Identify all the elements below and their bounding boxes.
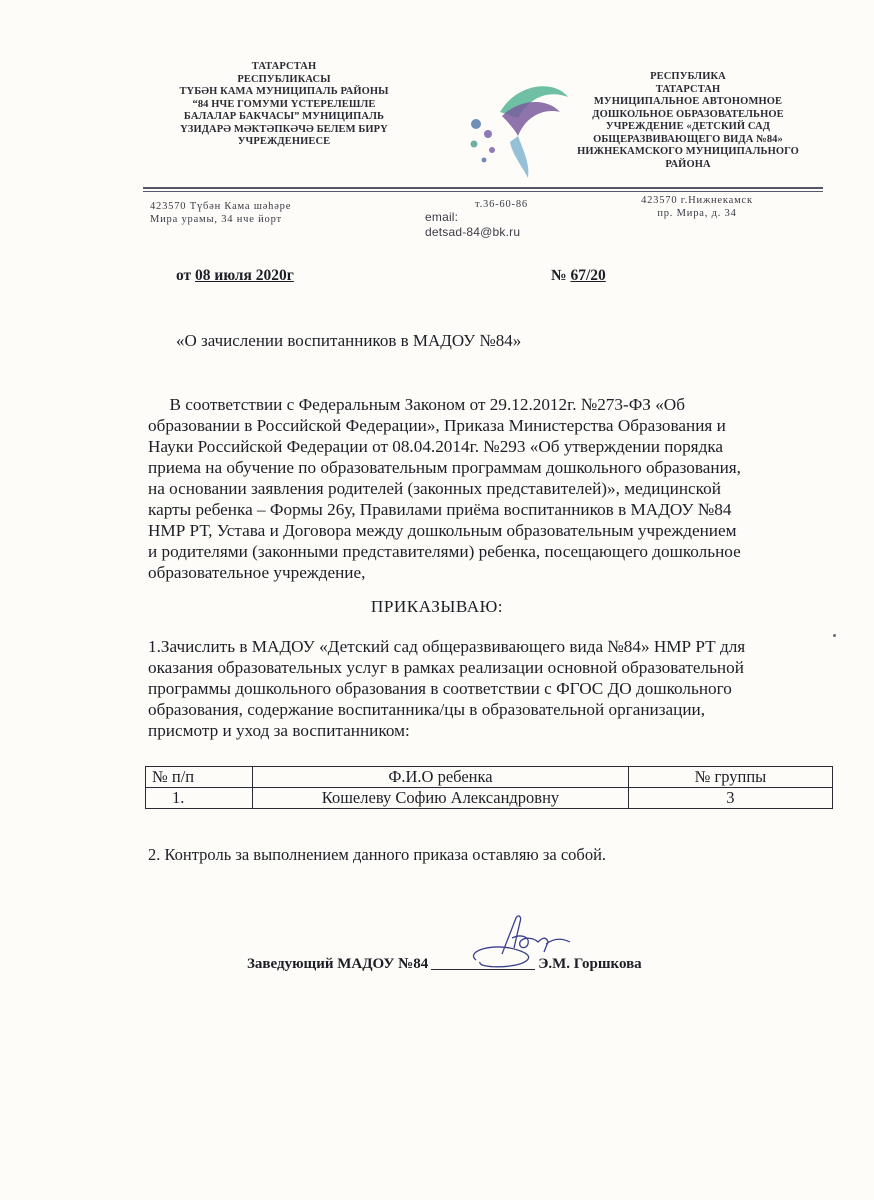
paragraph-line: приема на обучение по образовательным программам дошкольного образования, <box>148 458 741 477</box>
paragraph-line: программы дошкольного образования в соответствии с ФГОС ДО дошкольного <box>148 679 732 698</box>
letterhead-line: ТҮБӘН КАМА МУНИЦИПАЛЬ РАЙОНЫ <box>179 86 389 97</box>
email-label: email: <box>425 210 459 224</box>
letterhead-line: “84 НЧЕ ГОМУМИ ҮСТЕРЕЛЕШЛЕ <box>192 98 376 110</box>
order-heading: ПРИКАЗЫВАЮ: <box>370 597 504 616</box>
control-clause: 2. Контроль за выполнением данного приказа оставляю за собой. <box>148 845 607 864</box>
letterhead-line: УЧРЕЖДЕНИЕ «ДЕТСКИЙ САД <box>605 121 771 132</box>
preamble-paragraph <box>148 394 741 583</box>
address-russian <box>612 194 782 220</box>
letterhead-line: ОБЩЕРАЗВИВАЮЩЕГО ВИДА №84» <box>593 133 783 145</box>
address-tatar <box>150 200 291 226</box>
letterhead-russian <box>573 71 803 171</box>
logo-bubble <box>482 158 487 163</box>
signatory-position: Заведующий МАДОУ №84 <box>247 956 429 972</box>
table-header-cell: Ф.И.О ребенка <box>253 767 629 788</box>
logo-bubble <box>471 141 478 148</box>
paragraph-line: 1.Зачислить в МАДОУ «Детский сад общеразвивающего вида №84» НМР РТ для <box>148 637 746 656</box>
order-date-prefix: от <box>176 267 196 284</box>
address-line: 423570 г.Нижнекамск <box>641 195 753 206</box>
table-header-row <box>146 767 833 788</box>
enrollment-table <box>145 766 833 809</box>
letterhead-line: ДОШКОЛЬНОЕ ОБРАЗОВАТЕЛЬНОЕ <box>592 108 784 120</box>
letterhead-line: ҮЗИДАРӘ МӘКТӘПКӘЧӘ БЕЛЕМ БИРҮ <box>180 123 388 135</box>
table-row <box>146 788 833 809</box>
kindergarten-logo <box>460 72 570 182</box>
letterhead-line: БАЛАЛАР БАКЧАСЫ” МУНИЦИПАЛЬ <box>183 111 385 122</box>
order-date-value: 08 июля 2020г <box>195 267 294 284</box>
paragraph-line: присмотр и уход за воспитанником: <box>148 721 410 740</box>
letterhead-line: ТАТАРСТАН <box>251 61 317 72</box>
order-number-prefix: № <box>551 267 571 284</box>
address-line: 423570 Түбән Кама шәһәре <box>150 201 292 212</box>
email-block <box>425 210 520 240</box>
order-number-value: 67/20 <box>570 267 606 284</box>
paragraph-line: образования, содержание воспитанника/цы в образовательной организации, <box>148 700 706 719</box>
paragraph-line: карты ребенка – Формы 26у, Правилами приёма воспитанников в МАДОУ №84 <box>148 500 732 519</box>
logo-bubble <box>471 119 481 129</box>
table-header-cell: № п/п <box>146 767 253 788</box>
letterhead-line: РАЙОНА <box>665 158 711 170</box>
logo-bubble <box>489 147 495 153</box>
address-line: Мира урамы, 34 нче йорт <box>150 214 282 225</box>
phone-number: т.36-60-86 <box>475 199 528 210</box>
paragraph-line: НМР РТ, Устава и Договора между дошкольным образовательным учреждением <box>148 521 737 540</box>
letterhead-divider <box>143 187 823 189</box>
document-title: «О зачислении воспитанников в МАДОУ №84» <box>176 331 522 350</box>
logo-bubble <box>484 130 492 138</box>
email-address[interactable]: detsad-84@bk.ru <box>425 225 521 239</box>
signature-stroke <box>546 939 570 944</box>
table-header-cell: № группы <box>628 767 832 788</box>
address-line: пр. Мира, д. 34 <box>657 208 737 219</box>
paragraph-line: Науки Российской Федерации от 08.04.2014г. №293 «Об утверждении порядка <box>148 437 724 456</box>
letterhead-tatar <box>158 61 410 149</box>
handwritten-signature <box>458 908 583 978</box>
table-cell: Кошелеву Софию Александровну <box>253 788 629 809</box>
letterhead-line: НИЖНЕКАМСКОГО МУНИЦИПАЛЬНОГО <box>577 146 799 157</box>
signatory-name: Э.М. Горшкова <box>538 956 642 972</box>
enrollment-paragraph <box>148 636 745 741</box>
table-cell: 3 <box>628 788 832 809</box>
paragraph-line: В соответствии с Федеральным Законом от 29.12.2012г. №273-ФЗ «Об <box>148 395 685 414</box>
paragraph-line: образовательное учреждение, <box>148 563 366 582</box>
letterhead-line: РЕСПУБЛИКА <box>650 71 726 82</box>
logo-swoosh-tail <box>510 136 528 178</box>
letterhead-divider-thin <box>143 191 823 192</box>
table-cell: 1. <box>146 788 253 809</box>
letterhead-line: ТАТАРСТАН <box>655 83 721 95</box>
paragraph-line: на основании заявления родителей (законных представителей)», медицинской <box>148 479 721 498</box>
signature-stroke <box>474 947 529 967</box>
letterhead-line: УЧРЕЖДЕНИЕСЕ <box>237 136 331 147</box>
order-date <box>176 267 294 285</box>
letterhead-line: МУНИЦИПАЛЬНОЕ АВТОНОМНОЕ <box>593 96 783 107</box>
order-number <box>551 267 606 285</box>
ink-speck <box>833 634 836 637</box>
paragraph-line: и родителями (законными представителями) ребенка, посещающего дошкольное <box>148 542 741 561</box>
paragraph-line: оказания образовательных услуг в рамках реализации основной образовательной <box>148 658 744 677</box>
paragraph-line: образовании в Российской Федерации», Приказа Министерства Образования и <box>148 416 726 435</box>
letterhead-line: РЕСПУБЛИКАСЫ <box>237 73 331 85</box>
